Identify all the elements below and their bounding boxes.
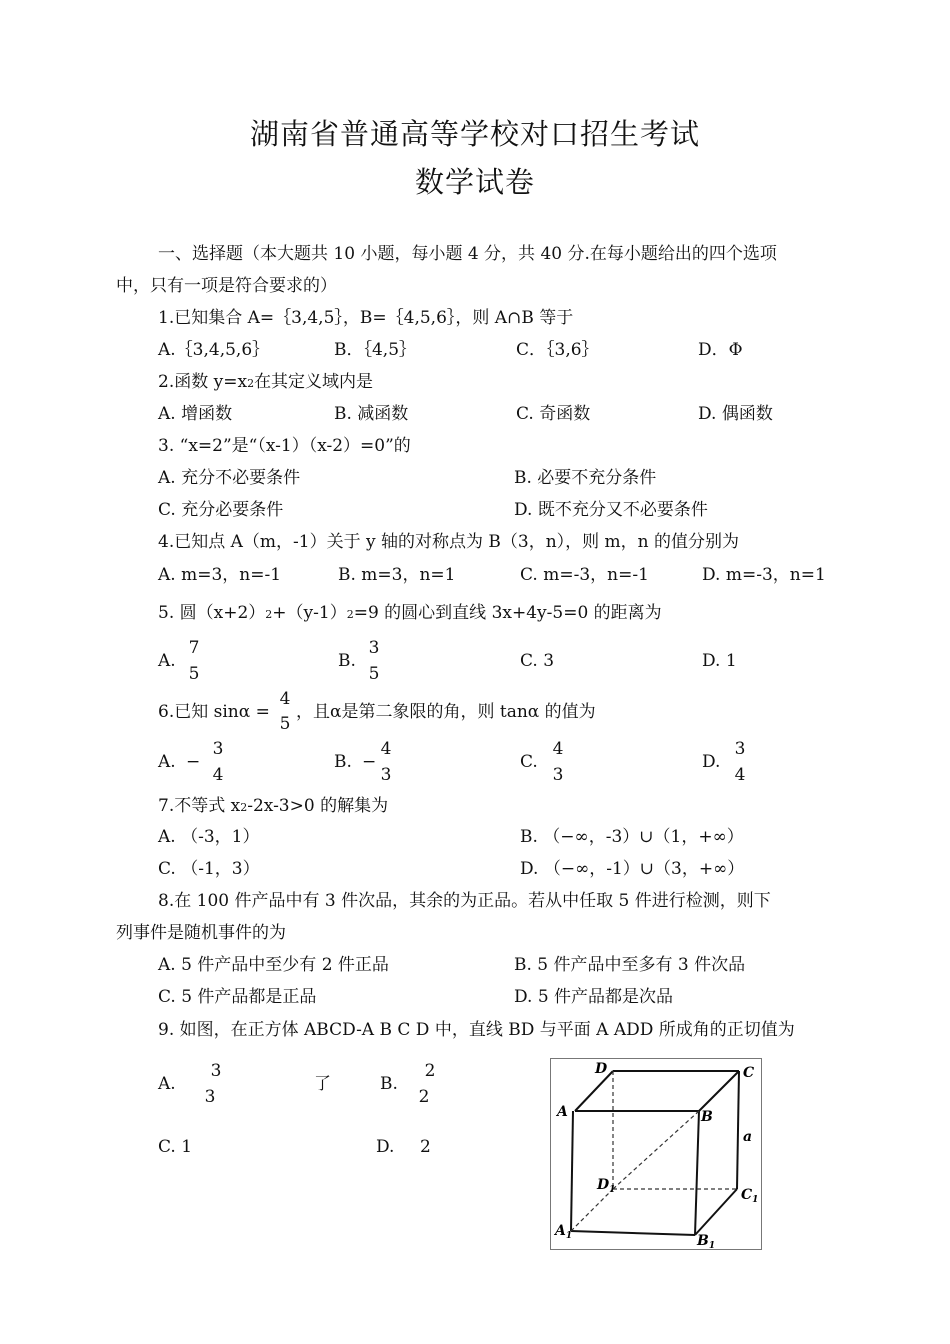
q3-option-a: A. 充分不必要条件 xyxy=(158,468,301,488)
label-D: D xyxy=(595,1061,608,1077)
q4-option-b: B. m=3，n=1 xyxy=(338,565,456,585)
q6-option-d-denominator: 4 xyxy=(734,765,746,785)
q2-option-a: A. 增函数 xyxy=(158,404,233,424)
label-B1: $B_1$ xyxy=(697,1233,716,1249)
q5-option-d: D. 1 xyxy=(702,651,737,671)
q6-option-a-denominator: 4 xyxy=(212,765,224,785)
q1-stem: 1.已知集合 A=｛3,4,5｝，B=｛4,5,6｝，则 A∩B 等于 xyxy=(158,308,574,328)
q4-stem: 4.已知点 A（m，-1）关于 y 轴的对称点为 B（3，n），则 m，n 的值分别为 xyxy=(158,532,740,552)
label-A1: $A_1$ xyxy=(555,1223,573,1241)
q3-option-d: D. 既不充分又不必要条件 xyxy=(514,500,708,520)
q6-option-d-numerator: 3 xyxy=(734,739,746,759)
edge-BC xyxy=(699,1071,739,1111)
cube-diagram xyxy=(551,1059,761,1249)
q9-stem: 9. 如图，在正方体 ABCD-A B C D 中，直线 BD 与平面 A ADD 所成角的正切值为 xyxy=(158,1020,795,1040)
q1-option-b: B．｛4,5｝ xyxy=(334,340,417,360)
q6-stem-numerator: 4 xyxy=(279,689,291,709)
q5-option-b-numerator: 3 xyxy=(368,638,380,658)
q1-option-a: A.｛3,4,5,6｝ xyxy=(158,340,270,360)
q6-option-b-sign: − xyxy=(362,752,377,772)
q5-option-b-denominator: 5 xyxy=(368,664,380,684)
q6-stem-pre: 6.已知 sinα = xyxy=(158,702,270,722)
q9-option-a-label: A. xyxy=(158,1074,176,1094)
section-heading-line1: 一、选择题（本大题共 10 小题，每小题 4 分，共 40 分.在每小题给出的四个选项 xyxy=(158,244,777,264)
q9-option-d-value: 2 xyxy=(420,1137,431,1157)
q7-option-a: A. （-3，1） xyxy=(158,827,260,847)
q9-option-b-numerator: 2 xyxy=(424,1061,436,1081)
q6-stem-denominator: 5 xyxy=(279,714,291,734)
q9-option-a-numerator: 3 xyxy=(210,1061,222,1081)
label-A: A xyxy=(557,1104,568,1120)
q7-option-b: B. （−∞，-3）∪（1，+∞） xyxy=(520,827,744,847)
label-B: B xyxy=(701,1109,713,1125)
q6-option-b-label: B. xyxy=(334,752,352,772)
q6-stem-post: ，且α是第二象限的角，则 tanα 的值为 xyxy=(296,702,596,722)
q2-option-c: C. 奇函数 xyxy=(516,404,591,424)
q4-option-c: C. m=-3，n=-1 xyxy=(520,565,649,585)
cube-figure xyxy=(550,1058,762,1250)
q5-stem: 5. 圆（x+2）2+（y-1）2=9 的圆心到直线 3x+4y-5=0 的距离为 xyxy=(158,603,662,623)
q3-option-b: B. 必要不充分条件 xyxy=(514,468,657,488)
q2-option-d: D. 偶函数 xyxy=(698,404,773,424)
q2-stem: 2.函数 y=x2在其定义域内是 xyxy=(158,372,374,392)
edge-A1B1 xyxy=(571,1231,695,1235)
q6-option-a-label: A. xyxy=(158,752,176,772)
q3-option-c: C. 充分必要条件 xyxy=(158,500,284,520)
section-heading-line2: 中，只有一项是符合要求的） xyxy=(116,276,337,296)
q8-option-c: C. 5 件产品都是正品 xyxy=(158,987,317,1007)
q8-option-d: D. 5 件产品都是次品 xyxy=(514,987,674,1007)
q9-stray-char: 了 xyxy=(314,1074,331,1094)
q7-option-c: C. （-1，3） xyxy=(158,859,260,879)
q6-option-c-numerator: 4 xyxy=(552,739,564,759)
q5-option-c: C. 3 xyxy=(520,651,555,671)
q6-option-c-label: C. xyxy=(520,752,538,772)
edge-AD xyxy=(575,1071,613,1111)
q1-option-d: D．Φ xyxy=(698,340,743,360)
q7-stem: 7.不等式 x2-2x-3>0 的解集为 xyxy=(158,796,389,816)
q6-option-b-numerator: 4 xyxy=(380,739,392,759)
q1-option-c: C．｛3,6｝ xyxy=(516,340,599,360)
q8-stem-line2: 列事件是随机事件的为 xyxy=(116,923,286,943)
q8-option-b: B. 5 件产品中至多有 3 件次品 xyxy=(514,955,746,975)
q5-option-a-numerator: 7 xyxy=(188,638,200,658)
q5-option-b-label: B. xyxy=(338,651,356,671)
edge-CC1 xyxy=(737,1071,739,1189)
label-C: C xyxy=(743,1065,755,1081)
label-D1: $D_1$ xyxy=(597,1177,616,1195)
q3-stem: 3. “x=2”是“（x-1）（x-2）=0”的 xyxy=(158,436,411,456)
q5-option-a-denominator: 5 xyxy=(188,664,200,684)
label-C1: $C_1$ xyxy=(741,1187,759,1205)
q6-option-d-label: D. xyxy=(702,752,721,772)
q9-option-b-label: B. xyxy=(380,1074,398,1094)
q9-option-c: C. 1 xyxy=(158,1137,193,1157)
q8-stem-line1: 8.在 100 件产品中有 3 件次品，其余的为正品。若从中任取 5 件进行检测，则下 xyxy=(158,891,771,911)
exam-title: 湖南省普通高等学校对口招生考试 xyxy=(249,117,700,151)
hidden-edge-A1D1 xyxy=(571,1189,613,1231)
q2-option-b: B. 减函数 xyxy=(334,404,409,424)
diagonal-BD1 xyxy=(613,1111,699,1189)
q6-option-a-numerator: 3 xyxy=(212,739,224,759)
q4-option-a: A. m=3，n=-1 xyxy=(158,565,282,585)
edge-AA1 xyxy=(571,1111,573,1231)
q9-option-b-denominator: 2 xyxy=(418,1087,430,1107)
q6-option-b-denominator: 3 xyxy=(380,765,392,785)
q6-option-a-sign: − xyxy=(186,752,201,772)
q4-option-d: D. m=-3，n=1 xyxy=(702,565,826,585)
q8-option-a: A. 5 件产品中至少有 2 件正品 xyxy=(158,955,389,975)
label-a: a xyxy=(743,1129,753,1145)
edge-B1C1 xyxy=(695,1189,737,1235)
q6-option-c-denominator: 3 xyxy=(552,765,564,785)
edge-BB1 xyxy=(695,1111,699,1235)
q7-option-d: D. （−∞，-1）∪（3，+∞） xyxy=(520,859,745,879)
q9-option-a-denominator: 3 xyxy=(204,1087,216,1107)
q9-option-d-label: D. xyxy=(376,1137,395,1157)
q5-option-a-label: A. xyxy=(158,651,176,671)
exam-subtitle: 数学试卷 xyxy=(414,165,535,199)
